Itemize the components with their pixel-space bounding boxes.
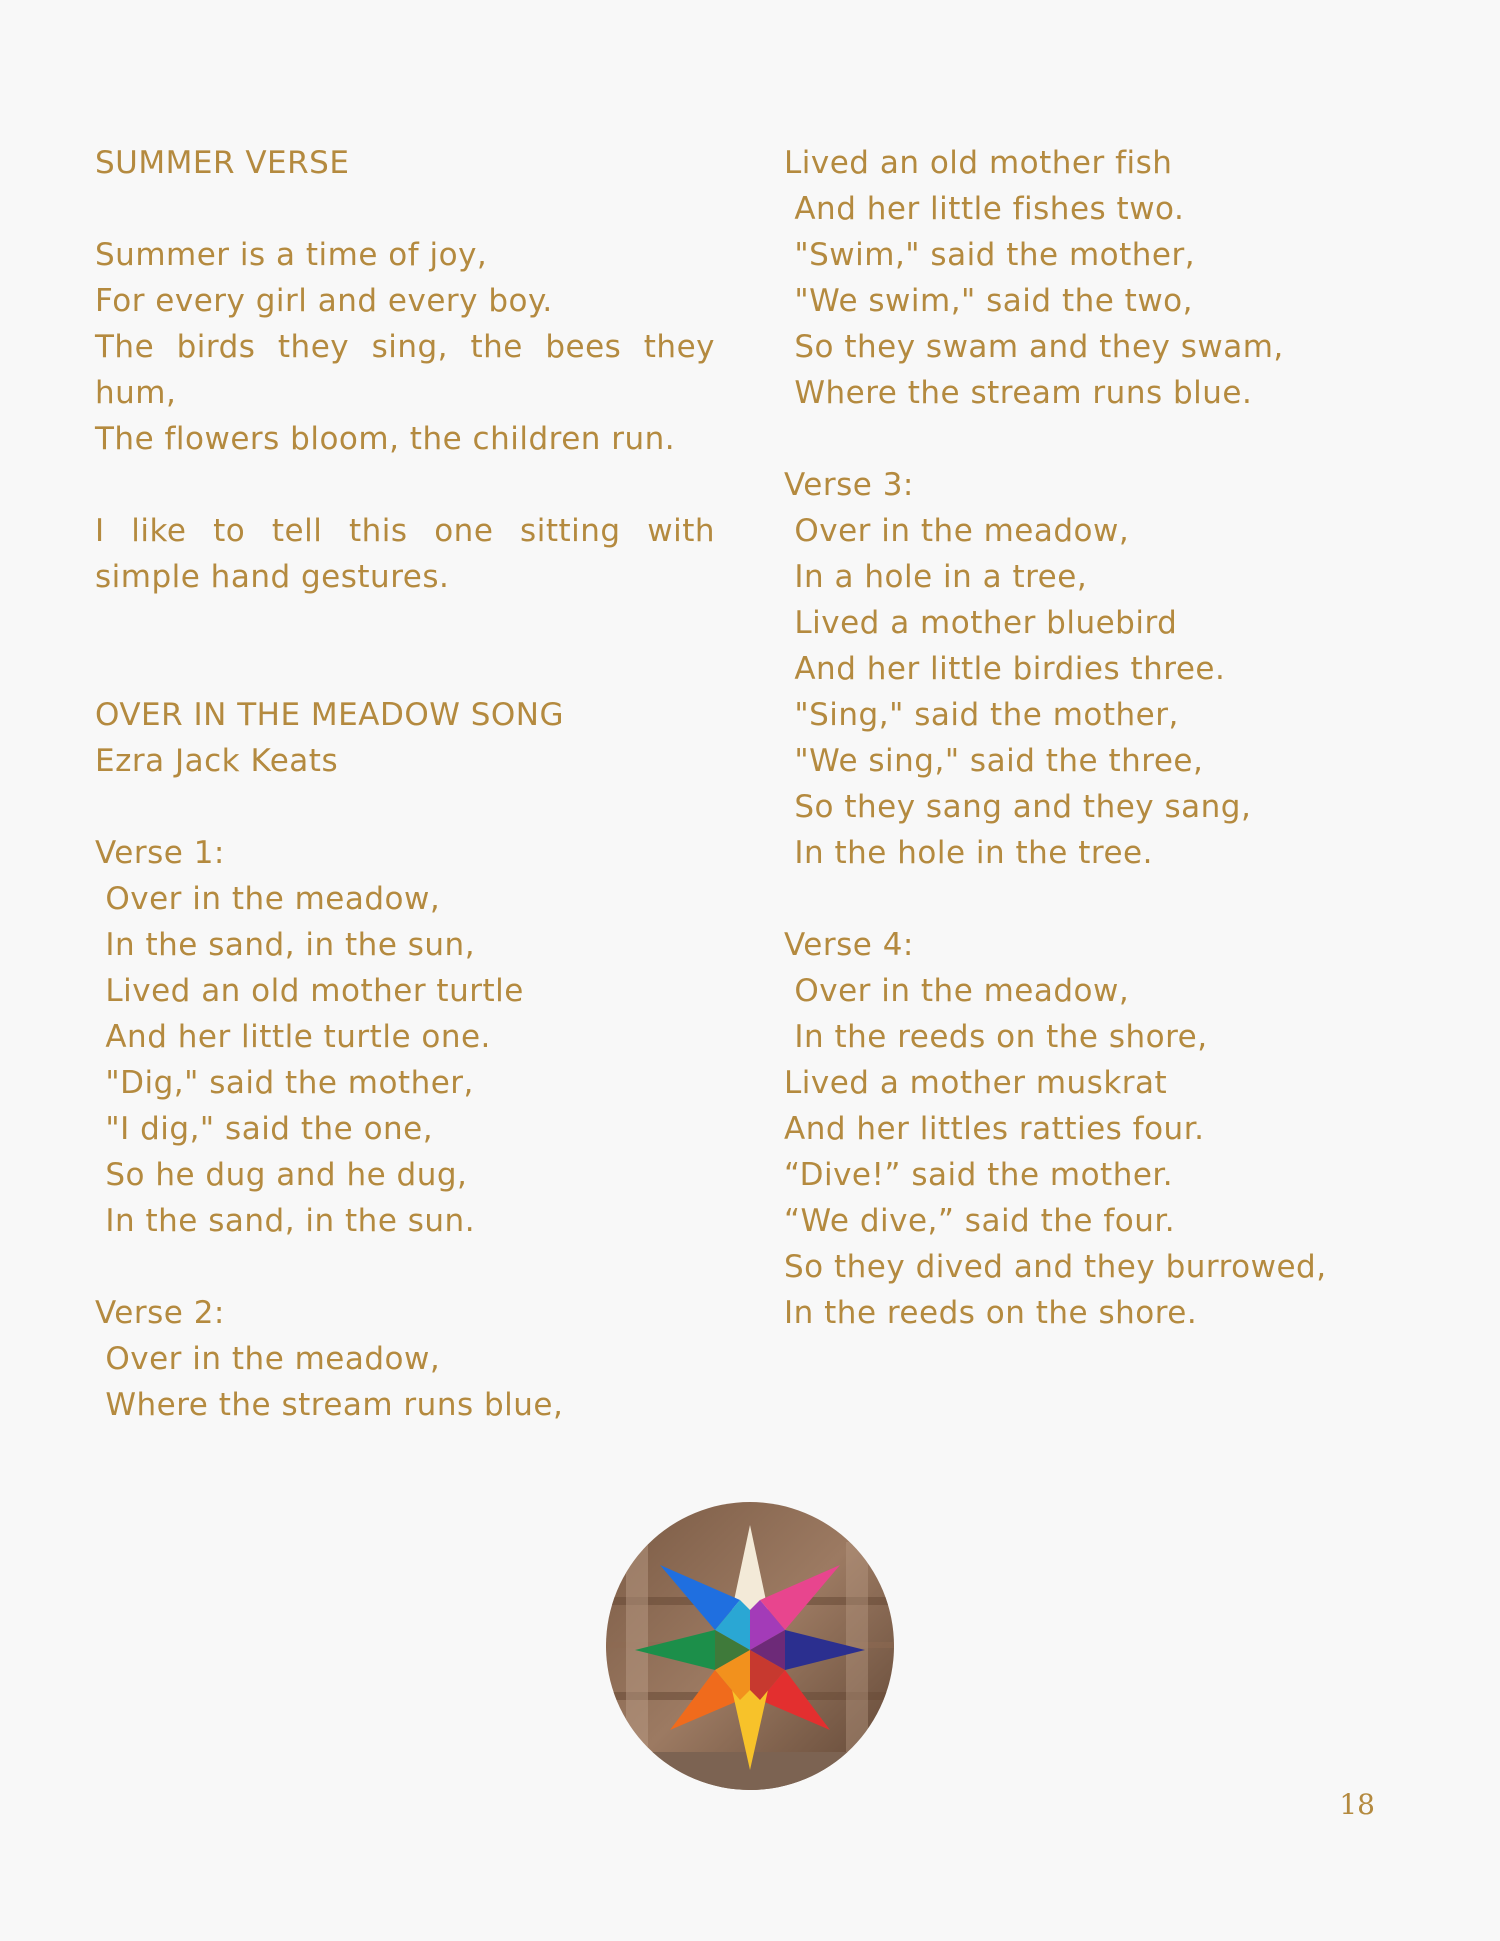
verse1-line: In the sand, in the sun, <box>95 927 476 963</box>
verse4-line: So they dived and they burrowed, <box>784 1249 1327 1285</box>
rainbow-star-window-decoration-icon <box>606 1502 894 1790</box>
verse1-label: Verse 1: <box>95 835 225 871</box>
summer-line: The birds they sing, the bees they hum, <box>95 329 715 411</box>
verse2-line: So they swam and they swam, <box>784 329 1284 365</box>
verse3-line: "We sing," said the three, <box>784 743 1204 779</box>
verse4-label: Verse 4: <box>784 927 914 963</box>
verse3-line: So they sang and they sang, <box>784 789 1252 825</box>
verse3-line: "Sing," said the mother, <box>784 697 1179 733</box>
verse2-line: Where the stream runs blue. <box>784 375 1253 411</box>
verse1-line: In the sand, in the sun. <box>95 1203 476 1239</box>
verse4-line: Over in the meadow, <box>784 973 1130 1009</box>
right-column <box>784 140 1404 1336</box>
verse4-line: And her littles ratties four. <box>784 1111 1205 1147</box>
verse3-line: Lived a mother bluebird <box>784 605 1178 641</box>
verse4-line: “We dive,” said the four. <box>784 1203 1176 1239</box>
rainbow-star-photo <box>606 1502 894 1790</box>
verse1-line: And her little turtle one. <box>95 1019 491 1055</box>
summer-line: The flowers bloom, the children run. <box>95 421 676 457</box>
verse4-line: In the reeds on the shore, <box>784 1019 1208 1055</box>
verse4-line: “Dive!” said the mother. <box>784 1157 1174 1193</box>
verse4-line: In the reeds on the shore. <box>784 1295 1198 1331</box>
verse4-line: Lived a mother muskrat <box>784 1065 1168 1101</box>
verse2-line: Over in the meadow, <box>95 1341 441 1377</box>
verse1-line: Lived an old mother turtle <box>95 973 524 1009</box>
verse2-line: "We swim," said the two, <box>784 283 1194 319</box>
verse3-line: In a hole in a tree, <box>784 559 1088 595</box>
page-number: 18 <box>1339 1788 1375 1821</box>
verse2-line: "Swim," said the mother, <box>784 237 1196 273</box>
verse3-label: Verse 3: <box>784 467 914 503</box>
verse1-line: "Dig," said the mother, <box>95 1065 474 1101</box>
verse3-line: Over in the meadow, <box>784 513 1130 549</box>
verse1-line: So he dug and he dug, <box>95 1157 468 1193</box>
summer-note: I like to tell this one sitting with simple hand gestures. <box>95 513 715 595</box>
summer-verse-heading: SUMMER VERSE <box>95 145 350 181</box>
left-column <box>95 140 715 1428</box>
meadow-song-heading: OVER IN THE MEADOW SONG <box>95 697 565 733</box>
verse2-line: And her little fishes two. <box>784 191 1185 227</box>
verse3-line: In the hole in the tree. <box>784 835 1153 871</box>
meadow-song-author: Ezra Jack Keats <box>95 743 339 779</box>
verse1-line: "I dig," said the one, <box>95 1111 434 1147</box>
verse3-line: And her little birdies three. <box>784 651 1226 687</box>
verse2-line: Where the stream runs blue, <box>95 1387 564 1423</box>
verse2-label: Verse 2: <box>95 1295 225 1331</box>
summer-line: Summer is a time of joy, <box>95 237 488 273</box>
summer-line: For every girl and every boy. <box>95 283 553 319</box>
verse1-line: Over in the meadow, <box>95 881 441 917</box>
verse2-line: Lived an old mother fish <box>784 145 1173 181</box>
